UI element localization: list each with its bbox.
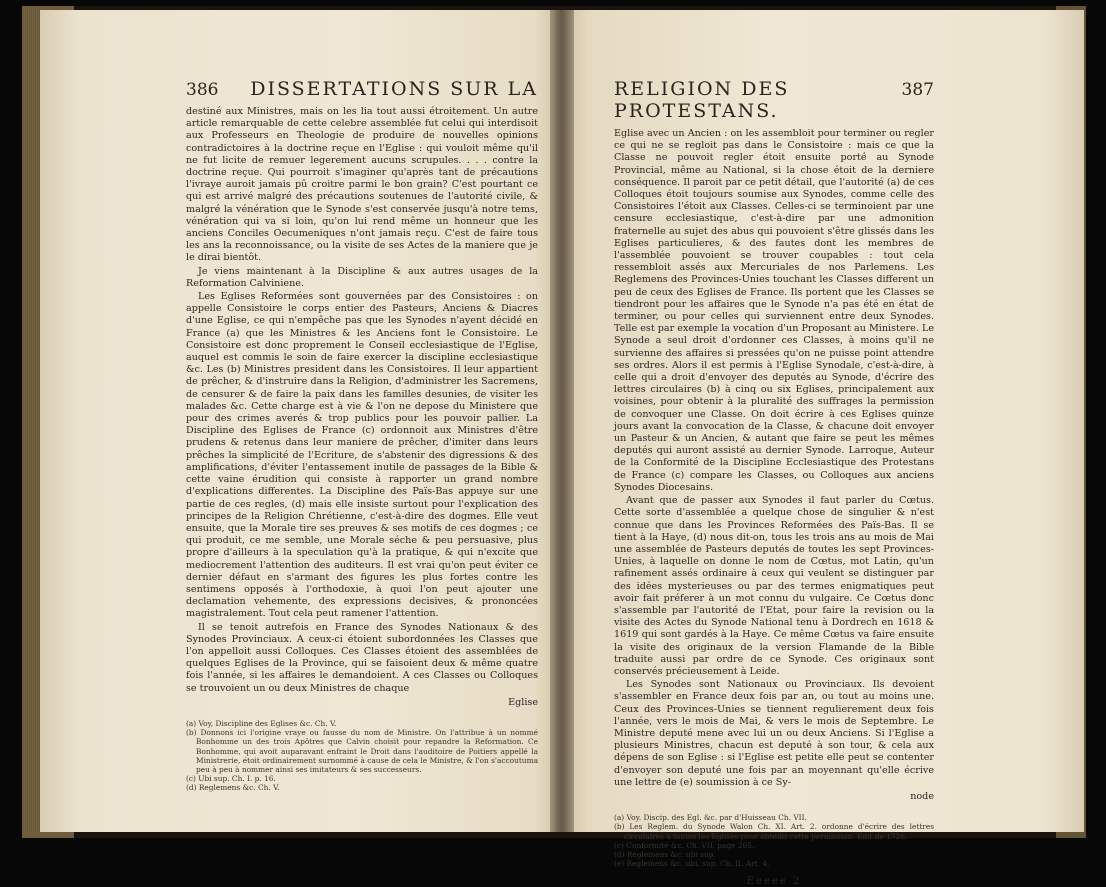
- right-page-number: 387: [901, 80, 934, 100]
- footnote: (b) Donnons ici l'origine vraye ou fausse du nom de Ministre. On l'attribue à un nommé Bonhomme un des trois Apôtres que Calvin choisit pour repandre la Reformation. Ce Bonhomme, qui avoit auparavant enfraint le Droit dans l'auditoire de Poitiers appellé la Ministrerie, étoit ordinairement surnommé à cause de cela le Ministre, & l'on s'accoutuma peu à peu à nommer ainsi ses imitateurs & ses successeurs.: [186, 728, 538, 774]
- left-footnotes: [186, 719, 538, 793]
- left-running-head: DISSERTATIONS SUR LA: [250, 78, 538, 100]
- book-gutter: [550, 10, 574, 832]
- left-page: [40, 10, 566, 832]
- signature-mark: Eeeee 2: [746, 876, 802, 887]
- right-paragraph: Eglise avec un Ancien : on les assembloit pour terminer ou regler ce qui ne se regloit pas dans le Consistoire : mais ce que la Classe ne pouvoit regler étoit ensuite porté au Synode Provincial, même au National, si la chose étoit de la derniere conséquence. Il paroit par ce petit détail, que l'autorité (a) de ces Colloques étoit toujours soumise aux Synodes, comme celle des Consistoires l'étoit aux Classes. Celles-ci se terminoient par une censure ecclesiastique, c'est-à-dire par une admonition fraternelle au sujet des abus qui pouvoient s'être glissés dans les Eglises particulieres, & des fautes dont les membres de l'assemblée pouvoient se trouver coupables : tout cela ressembloit assés aux Mercuriales de nos Parlemens. Les Reglemens des Provinces-Unies touchant les Classes different un peu de ceux des Eglises de France. Ils portent que les Classes se tiendront pour les affaires que le Synode n'a pas été en état de terminer, ou pour celles qui surviennent entre deux Synodes. Telle est par exemple la vocation d'un Proposant au Ministere. Le Synode a seul droit d'ordonner ces Classes, à moins qu'il ne survienne des affaires si pressées qu'on ne puisse point attendre ses ordres. Alors il est permis à l'Eglise Synodale, c'est-à-dire, à celle qui a droit d'envoyer des deputés au Synode, d'écrire des lettres circulaires (b) à cinq ou six Eglises, principalement aux voisines, pour obtenir à la pluralité des suffrages la permission de convoquer une Classe. On doit écrire à ces Eglises quinze jours avant la convocation de la Classe, & chacune doit envoyer un Pasteur & un Ancien, & autant que faire se peut les mêmes deputés qui auront assisté au dernier Synode. Larroque, Auteur de la Conformité de la Discipline Ecclesiastique des Protestans de France (c) compare les Classes, ou Colloques aux anciens Synodes Diocesains.: [614, 128, 934, 493]
- footnote: (d) Reglemens &c. Ch. V.: [186, 783, 280, 793]
- left-paragraph: destiné aux Ministres, mais on les lia tout aussi étroitement. Un autre article remarquable de cette celebre assemblée fut celui qui interdisoit aux Professeurs en Theologie de produire de nouvelles opinions contradictoires à la doctrine reçue en l'Eglise : qui vouloit même qu'il ne fut licite de remuer legerement aucuns scrupules. . . . contre la doctrine reçue. Qui pourroit s'imaginer qu'après tant de précautions l'ivraye auroit jamais pû croitre parmi le bon grain? C'est pourtant ce qui est arrivé malgré des précautions soutenues de l'autorité civile, & malgré la vénération que le Synode s'est conservée jusqu'à notre tems, vénération qui va si loin, qu'on lui rend même un honneur que les anciens Conciles Oecumeniques n'ont jamais reçu. C'est de faire tous les ans la reconnoissance, ou la visite de ses Actes de la maniere que je le dirai bientôt.: [186, 106, 538, 264]
- left-page-body: [186, 106, 538, 709]
- left-catchword: Eglise: [508, 696, 538, 708]
- right-catchword: node: [910, 790, 934, 802]
- footnote: (a) Voy. Discip. des Egl. &c. par d'Huisseau Ch. VII.: [614, 813, 807, 823]
- left-page-number: 386: [186, 80, 219, 100]
- right-page-body: [614, 128, 934, 803]
- footnote: (a) Voy, Discipline des Eglises &c. Ch. V.: [186, 718, 337, 728]
- left-paragraph: Il se tenoit autrefois en France des Synodes Nationaux & des Synodes Provinciaux. A ceux-ci étoient subordonnées les Classes que l'on appelloit aussi Colloques. Ces Classes étoient des assemblées de quelques Eglises de la Province, qui se faisoient deux & même quatre fois l'année, si les affaires le demandoient. A ces Classes ou Colloques se trouvoient un ou deux Ministres de chaque: [186, 621, 538, 694]
- right-page-header: [614, 78, 934, 122]
- left-paragraph: Les Eglises Reformées sont gouvernées par des Consistoires : on appelle Consistoire le corps entier des Pasteurs, Anciens & Diacres d'une Eglise, ce qui n'empêche pas que les Synodes n'ayent décidé en France (a) que les Ministres & les Anciens font le Consistoire. Le Consistoire est donc proprement le Conseil ecclesiastique de l'Eglise, auquel est commis le soin de faire exercer la discipline ecclesiastique &c. Les (b) Ministres president dans les Consistoires. Il leur appartient de prêcher, & d'instruire dans la Religion, d'administrer les Sacremens, de censurer & de faire la paix dans les familles desunies, de visiter les malades &c. Cette charge est à vie & l'on ne depose du Ministere que pour des crimes averés & trop publics pour les pouvoir pallier. La Discipline des Eglises de France (c) ordonnoit aux Ministres d'être prudens & retenus dans leur maniere de prêcher, d'imiter dans leurs prêches la simplicité de l'Ecriture, de s'abstenir des digressions & des amplifications, d'éviter l'entassement inutile de passages de la Bible & cette vaine érudition qui consiste à rapporter un grand nombre d'explications differentes. La Discipline des Païs-Bas appuye sur une partie de ces regles, (d) mais elle insiste surtout pour l'explication des principes de la Religion Chrétienne, c'est-à-dire des dogmes. Elle veut ensuite, que la Morale tire ses preuves & ses motifs de ces dogmes ; ce qui produit, ce me semble, une Morale séche & peu persuasive, plus propre d'ailleurs à la speculation qu'à la pratique, & qui n'excite que mediocrement l'attention des auditeurs. Il est vrai qu'on peut éviter ce dernier défaut en s'armant des figures les plus fortes contre les sentimens opposés à l'orthodoxie, à quoi l'on peut ajouter une declamation vehemente, des expressions decisives, & prononcées magistralement. Tout cela peut ramener l'attention.: [186, 291, 538, 620]
- left-paragraph: Je viens maintenant à la Discipline & aux autres usages de la Reformation Calviniene.: [186, 265, 538, 289]
- right-running-head: RELIGION DES PROTESTANS.: [614, 78, 790, 122]
- footnote: (c) Ubi sup. Ch. I. p. 16.: [186, 774, 276, 784]
- right-paragraph: Avant que de passer aux Synodes il faut parler du Cœtus. Cette sorte d'assemblée a quelque chose de singulier & n'est connue que dans les Provinces Reformées des Païs-Bas. Il se tient à la Haye, (d) nous dit-on, tous les trois ans au mois de Mai une assemblée de Pasteurs deputés de toutes les sept Provinces-Unies, à laquelle on donne le nom de Cœtus, mot Latin, qu'un rafinement assés ordinaire à ceux qui veulent se distinguer par des idées mysterieuses ou par des termes enigmatiques peut avoir fait préferer à un mot connu du vulgaire. Ce Cœtus donc s'assemble par l'autorité de l'Etat, pour faire la revision ou la visite des Actes du Synode National tenu à Dordrech en 1618 & 1619 qui sont gardés à la Haye. Ce même Cœtus va faire ensuite la visite des originaux de la version Flamande de la Bible traduite aussi par ordre de ce Synode. Ces originaux sont conservés précieusement à Leide.: [614, 495, 934, 677]
- footnote: (d) Reglemens &c. ubi sup.: [614, 849, 716, 859]
- footnote: (c) Conformité &c. Ch. VII. page 265.: [614, 840, 755, 850]
- open-book: [22, 6, 1086, 887]
- footnote: (b) Les Reglem. du Synode Walon Ch. XI. Art. 2. ordonne d'écrire des lettres circulaires à toutes les Eglises pour obtenir cette permission. Edit de 1726.: [614, 822, 934, 841]
- right-footnotes: [614, 813, 934, 868]
- left-page-header: [186, 78, 538, 100]
- right-paragraph: Les Synodes sont Nationaux ou Provinciaux. Ils devoient s'assembler en France deux fois par an, ou tout au moins une. Ceux des Provinces-Unies se tiennent regulierement deux fois l'année, vers le mois de Mai, & vers le mois de Septembre. Le Ministre deputé mene avec lui un ou deux Anciens. Si l'Eglise a plusieurs Ministres, chacun est deputé à son tour, & cela aux dépens de son Eglise : si l'Eglise est petite elle peut se contenter d'envoyer son deputé une fois par an moyennant qu'elle écrive une lettre de (e) soumission à ce Sy-: [614, 679, 934, 788]
- footnote: (e) Reglemens &c. ubi, sup. Ch. II. Art. 4.: [614, 859, 770, 869]
- right-page: [556, 10, 1084, 887]
